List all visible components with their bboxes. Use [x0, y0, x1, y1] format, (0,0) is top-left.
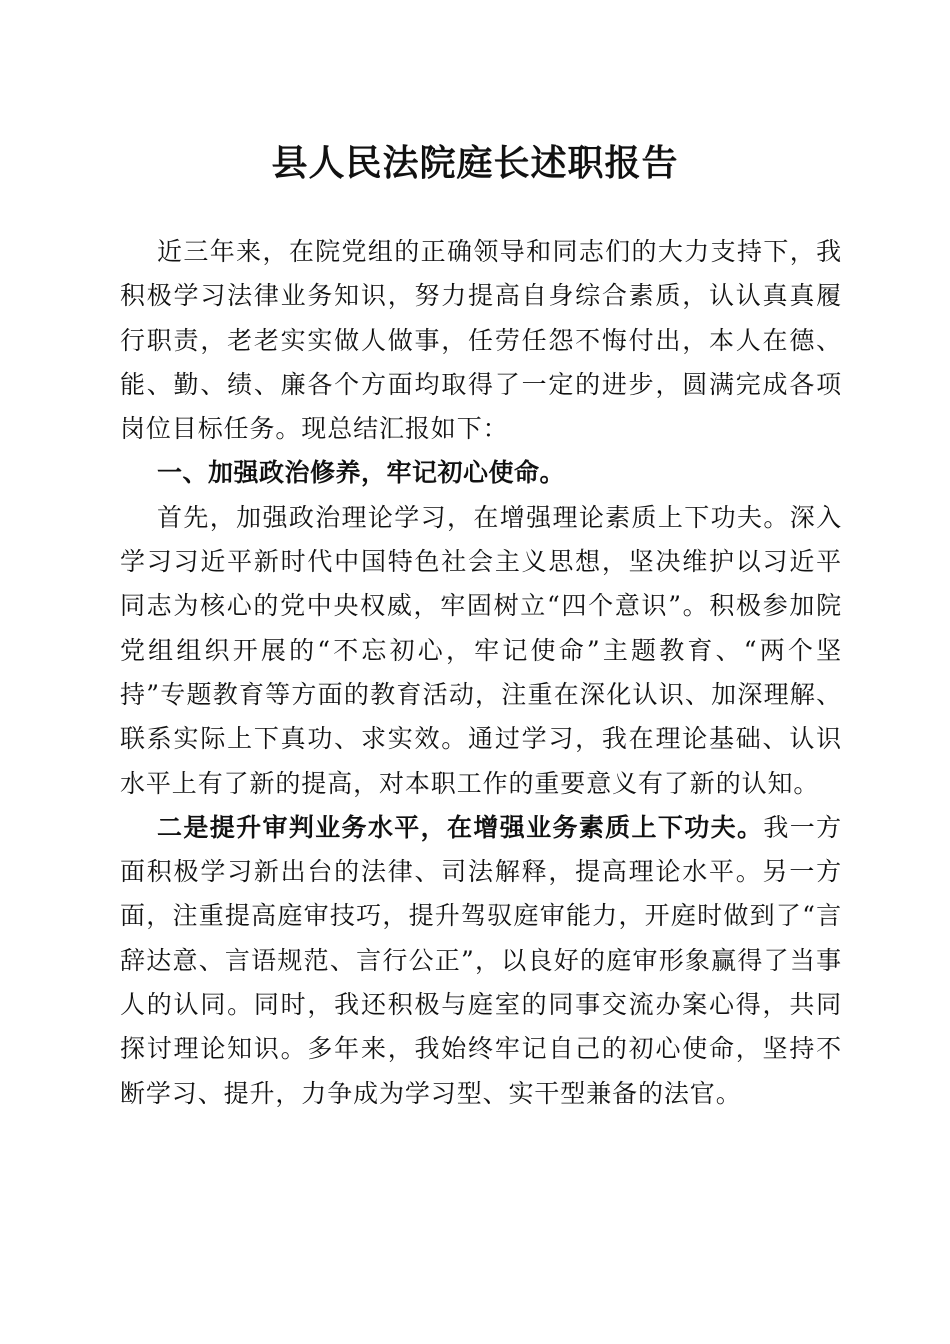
document-title: 县人民法院庭长述职报告 [271, 142, 679, 184]
intro-paragraph: 近三年来，在院党组的正确领导和同志们的大力支持下，我积极学习法律业务知识，努力提高自身综合素质，认认真真履行职责，老老实实做人做事，任劳任怨不悔付出，本人在德、能、勤、绩、廉各个方面均取得了一定的进步，圆满完成各项岗位目标任务。现总结汇报如下： [120, 237, 842, 444]
paragraph-trial-skills [120, 806, 842, 1116]
document-body [120, 230, 842, 1116]
paragraph-lead-sentence: 二是提升审判业务水平，在增强业务素质上下功夫。 [157, 812, 764, 842]
section-heading-1: 一、加强政治修养，牢记初心使命。 [157, 458, 566, 488]
paragraph-body: 我一方面积极学习新出台的法律、司法解释，提高理论水平。另一方面，注重提高庭审技巧，提升驾驭庭审能力，开庭时做到了“言辞达意、言语规范、言行公正”，以良好的庭审形象赢得了当事人的认同。同时，我还积极与庭室的同事交流办案心得，共同探讨理论知识。多年来，我始终牢记自己的初心使命，坚持不断学习、提升，力争成为学习型、实干型兼备的法官。 [120, 812, 843, 1108]
paragraph-political-study: 首先，加强政治理论学习，在增强理论素质上下功夫。深入学习习近平新时代中国特色社会主义思想，坚决维护以习近平同志为核心的党中央权威，牢固树立“四个意识”。积极参加院党组组织开展的“不忘初心，牢记使命”主题教育、“两个坚持”专题教育等方面的教育活动，注重在深化认识、加深理解、联系实际上下真功、求实效。通过学习，我在理论基础、认识水平上有了新的提高，对本职工作的重要意义有了新的认知。 [120, 502, 842, 798]
